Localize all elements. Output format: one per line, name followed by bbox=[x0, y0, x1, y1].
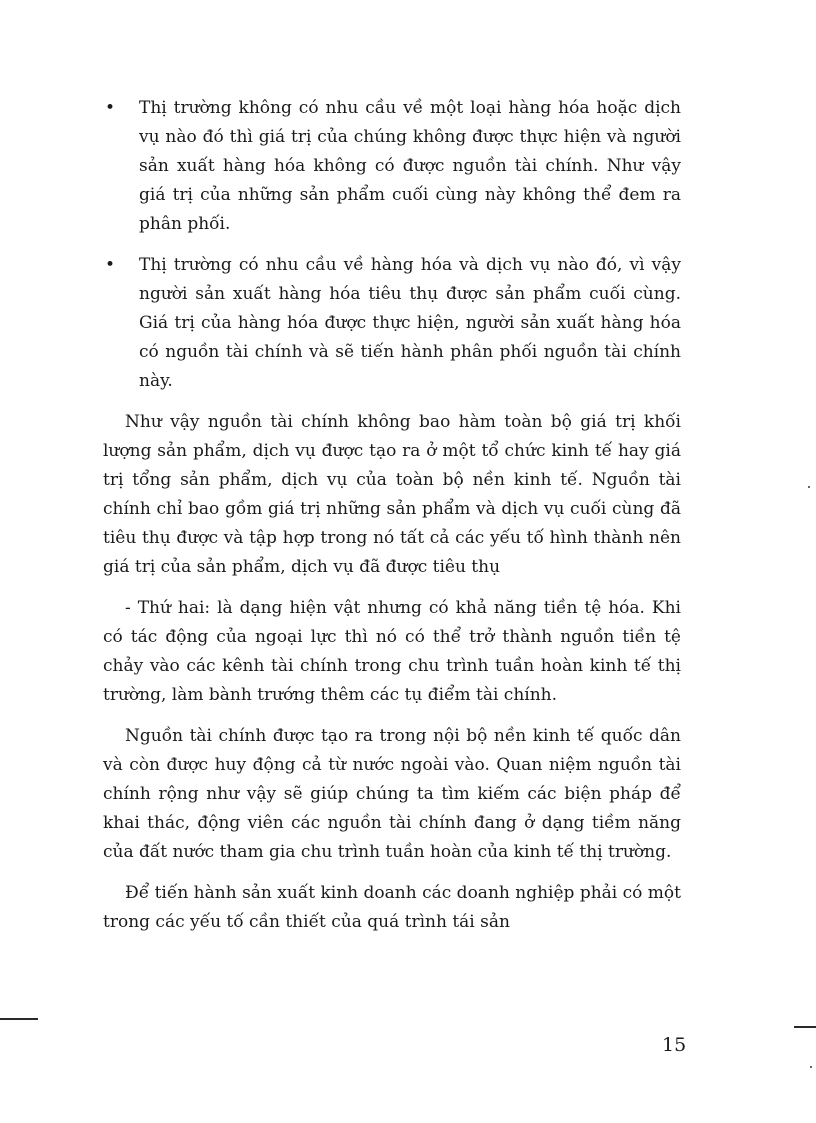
scan-edge-mark bbox=[794, 1026, 816, 1028]
page-body bbox=[103, 94, 681, 949]
bullet-item bbox=[103, 94, 681, 239]
bullet-item bbox=[103, 251, 681, 396]
bullet-icon: • bbox=[105, 98, 116, 118]
page-number: 15 bbox=[662, 1034, 687, 1056]
scan-edge-mark bbox=[0, 1018, 38, 1020]
bullet-text: Thị trường có nhu cầu về hàng hóa và dịch vụ nào đó, vì vậy người sản xuất hàng hóa tiêu thụ được sản phẩm cuối cùng. Giá trị của hàng hóa được thực hiện, người sản xuất hàng hóa có nguồn tài chính và sẽ tiến hành phân phối nguồn tài chính này. bbox=[139, 255, 681, 391]
paragraph: Nguồn tài chính được tạo ra trong nội bộ nền kinh tế quốc dân và còn được huy động cả từ nước ngoài vào. Quan niệm nguồn tài chính rộng như vậy sẽ giúp chúng ta tìm kiếm các biện pháp để khai thác, động viên các nguồn tài chính đang ở dạng tiềm năng của đất nước tham gia chu trình tuần hoàn của kinh tế thị trường. bbox=[103, 726, 681, 862]
scan-speck bbox=[808, 486, 810, 488]
paragraph: Để tiến hành sản xuất kinh doanh các doanh nghiệp phải có một trong các yếu tố cần thiết của quá trình tái sản bbox=[103, 883, 681, 932]
paragraph: Như vậy nguồn tài chính không bao hàm toàn bộ giá trị khối lượng sản phẩm, dịch vụ được tạo ra ở một tổ chức kinh tế hay giá trị tổng sản phẩm, dịch vụ của toàn bộ nền kinh tế. Nguồn tài chính chỉ bao gồm giá trị những sản phẩm và dịch vụ cuối cùng đã tiêu thụ được và tập hợp trong nó tất cả các yếu tố hình thành nên giá trị của sản phẩm, dịch vụ đã được tiêu thụ bbox=[103, 412, 681, 577]
scan-speck bbox=[810, 1066, 812, 1068]
bullet-text: Thị trường không có nhu cầu về một loại hàng hóa hoặc dịch vụ nào đó thì giá trị của chúng không được thực hiện và người sản xuất hàng hóa không có được nguồn tài chính. Như vậy giá trị của những sản phẩm cuối cùng này không thể đem ra phân phối. bbox=[139, 98, 681, 234]
bullet-icon: • bbox=[105, 255, 116, 275]
paragraph: - Thứ hai: là dạng hiện vật nhưng có khả năng tiền tệ hóa. Khi có tác động của ngoại lực thì nó có thể trở thành nguồn tiền tệ chảy vào các kênh tài chính trong chu trình tuần hoàn kinh tế thị trường, làm bành trướng thêm các tụ điểm tài chính. bbox=[103, 598, 681, 705]
